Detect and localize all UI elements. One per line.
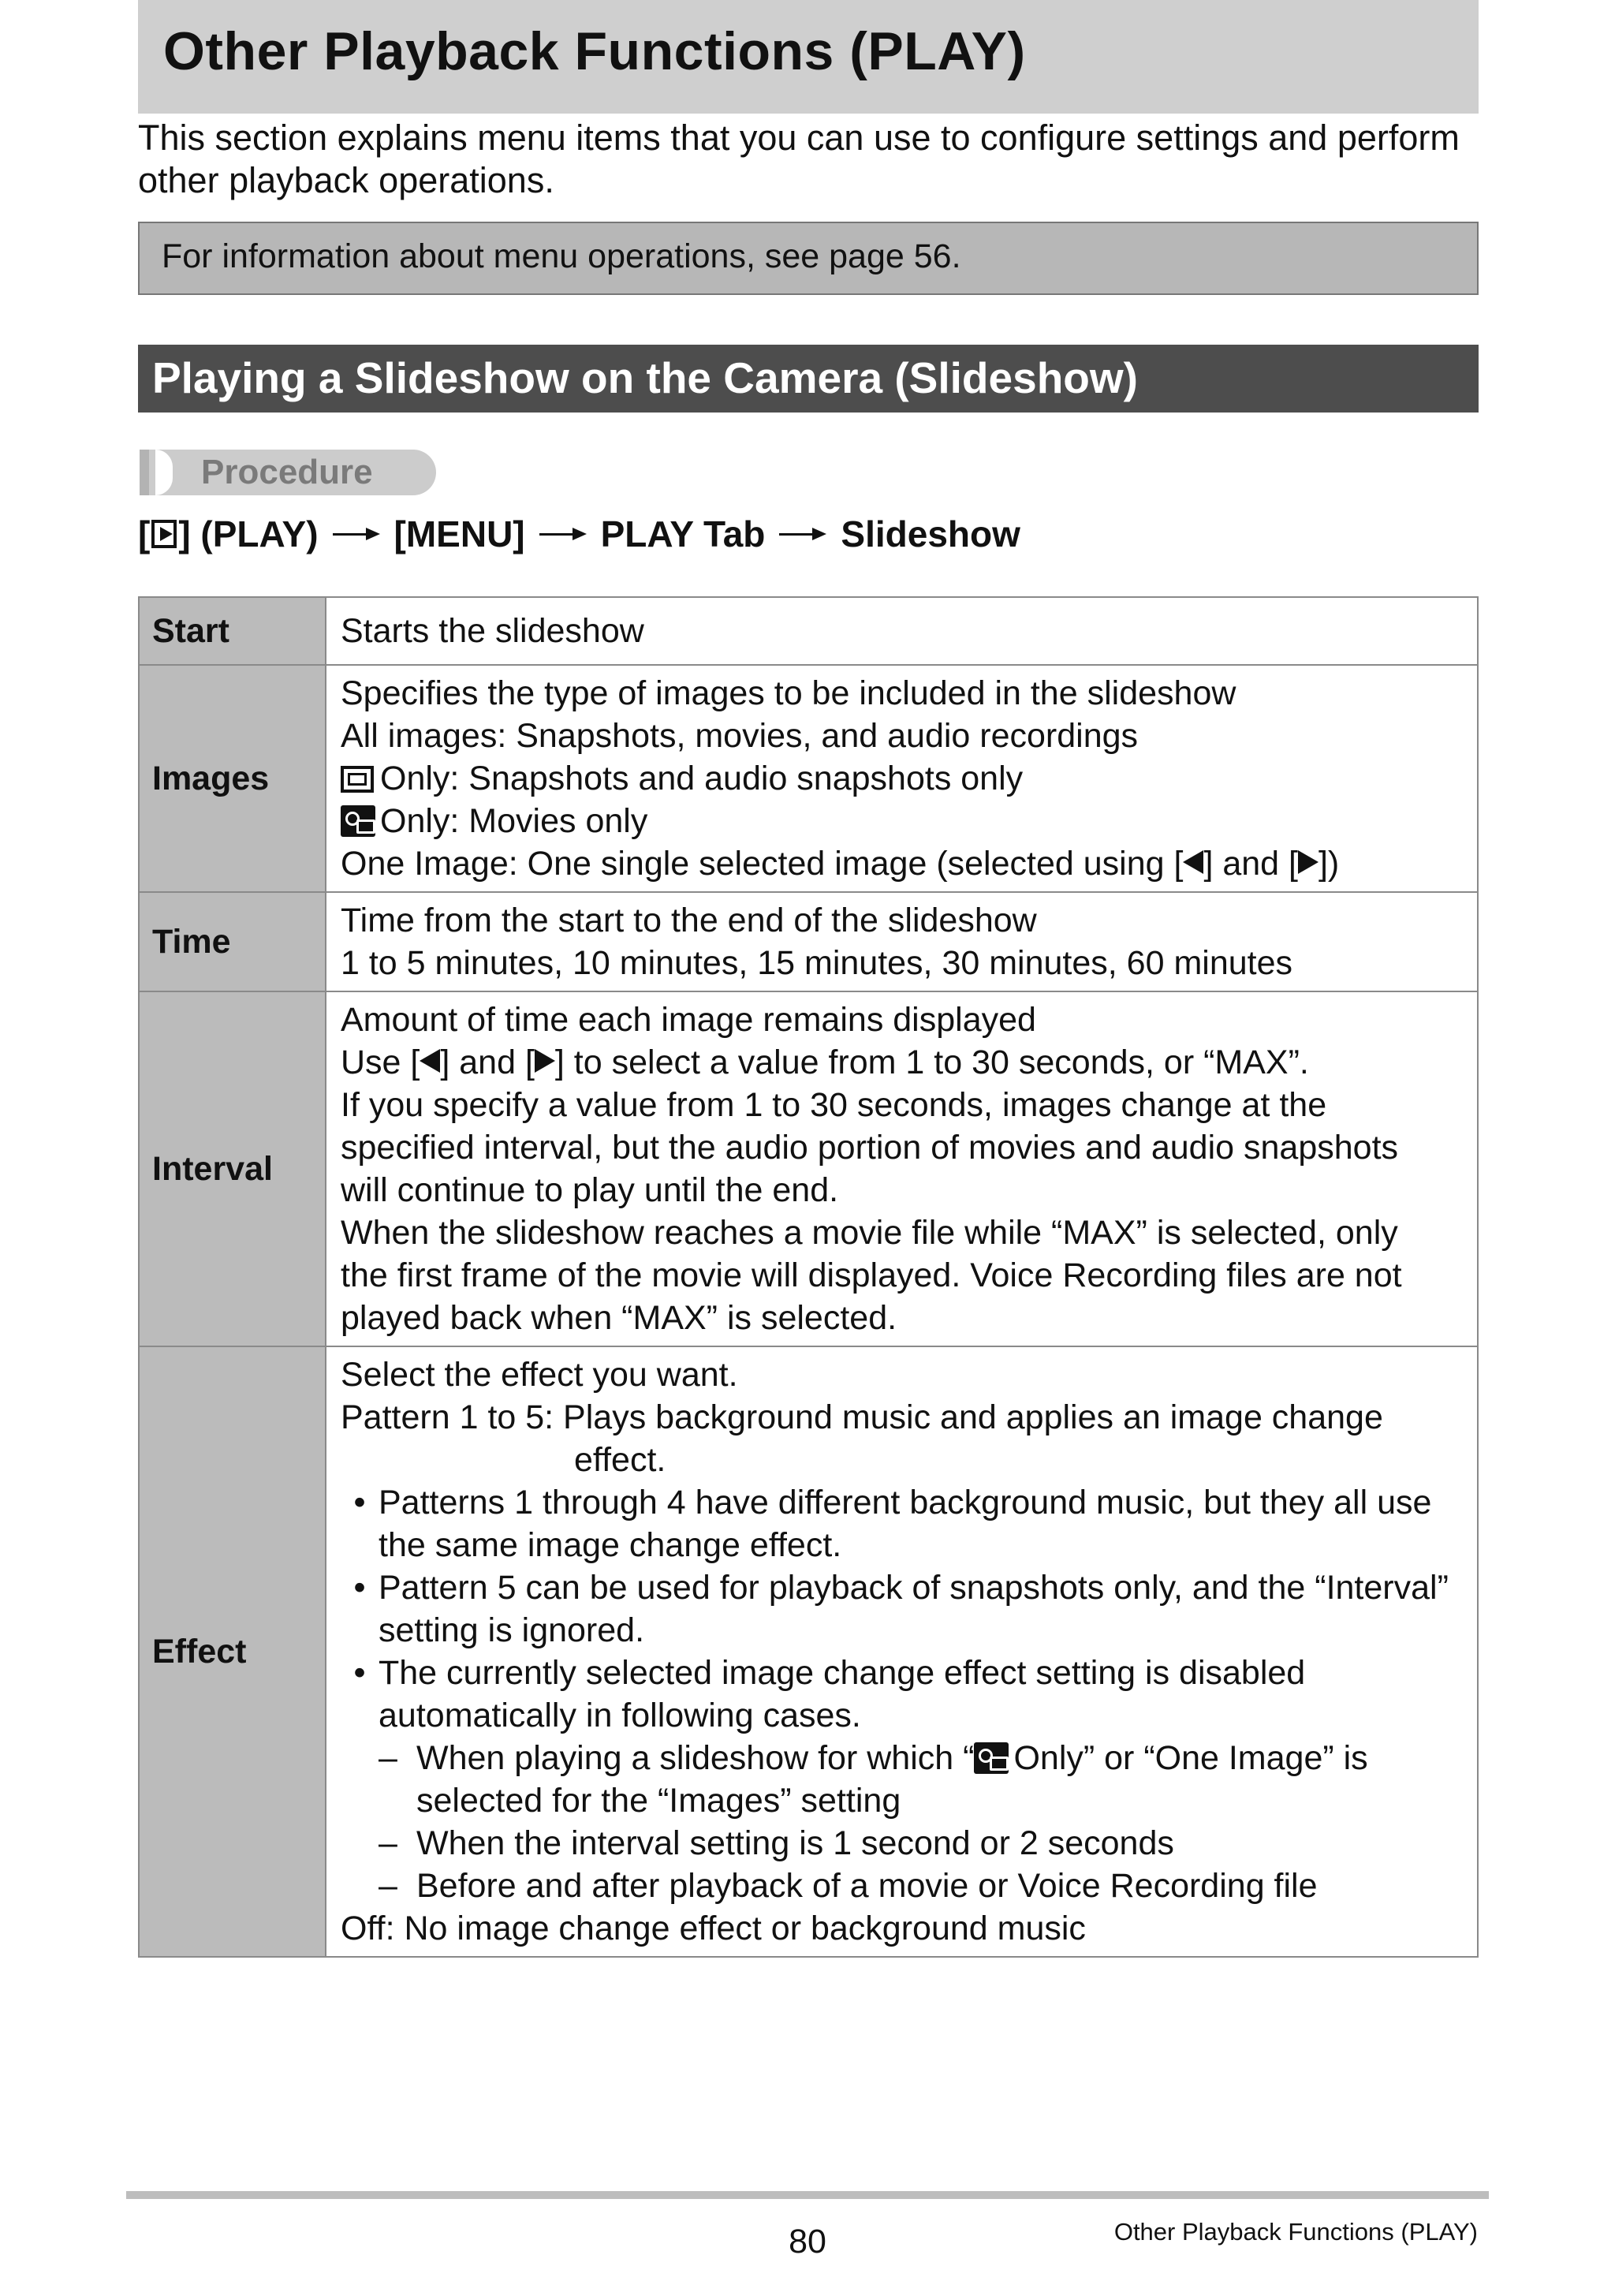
dash-item	[341, 1737, 1463, 1822]
page-number: 80	[789, 2223, 826, 2261]
dash-text: Only” or “One Image” is selected for the “Images” setting	[416, 1739, 1368, 1820]
setting-name: Start	[139, 597, 326, 665]
setting-description	[326, 892, 1478, 991]
arrow-right-icon	[539, 526, 587, 542]
right-arrow-icon	[535, 1049, 555, 1073]
intro-line: other playback operations.	[138, 160, 554, 200]
table-row-images	[139, 665, 1478, 892]
desc-text: ] and [	[1203, 845, 1298, 883]
setting-name: Time	[139, 892, 326, 991]
setting-name: Effect	[139, 1346, 326, 1957]
bullet-item	[341, 1652, 1463, 1737]
desc-line: played back when “MAX” is selected.	[341, 1299, 897, 1337]
table-row-interval	[139, 991, 1478, 1346]
footer-section-title: Other Playback Functions (PLAY)	[1113, 2218, 1478, 2246]
procedure-path	[138, 506, 1020, 562]
setting-name: Images	[139, 665, 326, 892]
dash-text: Before and after playback of a movie or Voice Recording file	[416, 1867, 1318, 1905]
bullet-item	[341, 1481, 1463, 1566]
path-menu: [MENU]	[393, 513, 525, 554]
procedure-chevron-icon	[155, 450, 173, 495]
path-bracket-open: [	[138, 513, 151, 554]
menu-info-note: For information about menu operations, see page 56.	[138, 222, 1479, 295]
bullet-text: The currently selected image change effect setting is disabled automatically in following cases.	[379, 1654, 1306, 1734]
desc-line: Select the effect you want.	[341, 1356, 738, 1394]
procedure-label: Procedure	[201, 453, 373, 491]
procedure-badge	[140, 450, 436, 495]
desc-line: the first frame of the movie will displayed. Voice Recording files are not	[341, 1256, 1402, 1294]
desc-text: Use [	[341, 1043, 420, 1081]
desc-line: If you specify a value from 1 to 30 seconds, images change at the	[341, 1086, 1327, 1124]
table-row-effect	[139, 1346, 1478, 1957]
desc-line: Specifies the type of images to be included in the slideshow	[341, 674, 1236, 712]
arrow-right-icon	[333, 526, 380, 542]
bullet-mark: •	[353, 1654, 366, 1692]
intro-paragraph	[138, 117, 1479, 202]
movie-icon	[341, 805, 375, 837]
table-row-time	[139, 892, 1478, 991]
dash-mark: –	[379, 1739, 397, 1777]
desc-text: ] to select a value from 1 to 30 seconds, or “MAX”.	[554, 1043, 1309, 1081]
setting-description	[326, 597, 1478, 665]
desc-line: Starts the slideshow	[341, 612, 644, 650]
setting-description	[326, 1346, 1478, 1957]
desc-text: ])	[1318, 845, 1340, 883]
path-tab: PLAY Tab	[600, 513, 766, 554]
snapshot-icon	[341, 766, 374, 793]
left-arrow-icon	[420, 1049, 440, 1073]
bullet-item	[341, 1566, 1463, 1652]
desc-line: When the slideshow reaches a movie file while “MAX” is selected, only	[341, 1214, 1398, 1252]
desc-line	[341, 800, 1463, 842]
dash-mark: –	[379, 1824, 397, 1862]
bullet-mark: •	[353, 1484, 366, 1521]
procedure-stripe	[140, 450, 149, 495]
desc-line: 1 to 5 minutes, 10 minutes, 15 minutes, 30 minutes, 60 minutes	[341, 944, 1293, 982]
desc-line: specified interval, but the audio portion of movies and audio snapshots	[341, 1129, 1399, 1167]
desc-line: effect.	[574, 1441, 666, 1479]
section-header	[138, 345, 1479, 413]
desc-text: ] and [	[440, 1043, 535, 1081]
desc-line	[341, 757, 1463, 800]
bullet-mark: •	[353, 1569, 366, 1607]
desc-line: Pattern 1 to 5: Plays background music and applies an image change	[341, 1398, 1383, 1436]
path-play-label: ] (PLAY)	[178, 513, 319, 554]
play-button-icon	[151, 520, 177, 548]
left-arrow-icon	[1183, 850, 1203, 874]
slideshow-settings-table	[138, 596, 1479, 1958]
table-row-start	[139, 597, 1478, 665]
dash-text: When playing a slideshow for which “	[416, 1739, 975, 1777]
path-item: Slideshow	[841, 513, 1020, 554]
desc-line: will continue to play until the end.	[341, 1171, 839, 1209]
intro-line: This section explains menu items that you can use to configure settings and perform	[138, 118, 1460, 158]
desc-line	[341, 842, 1463, 885]
bullet-text: Patterns 1 through 4 have different background music, but they all use the same image change effect.	[379, 1484, 1432, 1564]
bullet-text: Pattern 5 can be used for playback of snapshots only, and the “Interval” setting is ignored.	[379, 1569, 1449, 1649]
dash-item	[341, 1822, 1463, 1865]
movie-icon	[974, 1742, 1009, 1774]
setting-description	[326, 991, 1478, 1346]
dash-mark: –	[379, 1867, 397, 1905]
desc-text: Only: Snapshots and audio snapshots only	[380, 760, 1024, 797]
setting-name: Interval	[139, 991, 326, 1346]
page-title: Other Playback Functions (PLAY)	[163, 21, 1026, 81]
arrow-right-icon	[779, 526, 826, 542]
desc-text: One Image: One single selected image (selected using [	[341, 845, 1184, 883]
section-title: Playing a Slideshow on the Camera (Slideshow)	[152, 353, 1138, 402]
desc-line	[341, 1041, 1463, 1084]
title-bar	[138, 0, 1479, 114]
desc-line: Off: No image change effect or background music	[341, 1910, 1086, 1947]
desc-line: Time from the start to the end of the slideshow	[341, 902, 1037, 939]
desc-text: Only: Movies only	[380, 802, 648, 840]
footer-divider	[126, 2191, 1489, 2199]
dash-item	[341, 1865, 1463, 1907]
setting-description	[326, 665, 1478, 892]
desc-line: All images: Snapshots, movies, and audio recordings	[341, 717, 1139, 755]
right-arrow-icon	[1298, 850, 1318, 874]
desc-line: Amount of time each image remains displayed	[341, 1001, 1036, 1039]
dash-text: When the interval setting is 1 second or 2 seconds	[416, 1824, 1174, 1862]
